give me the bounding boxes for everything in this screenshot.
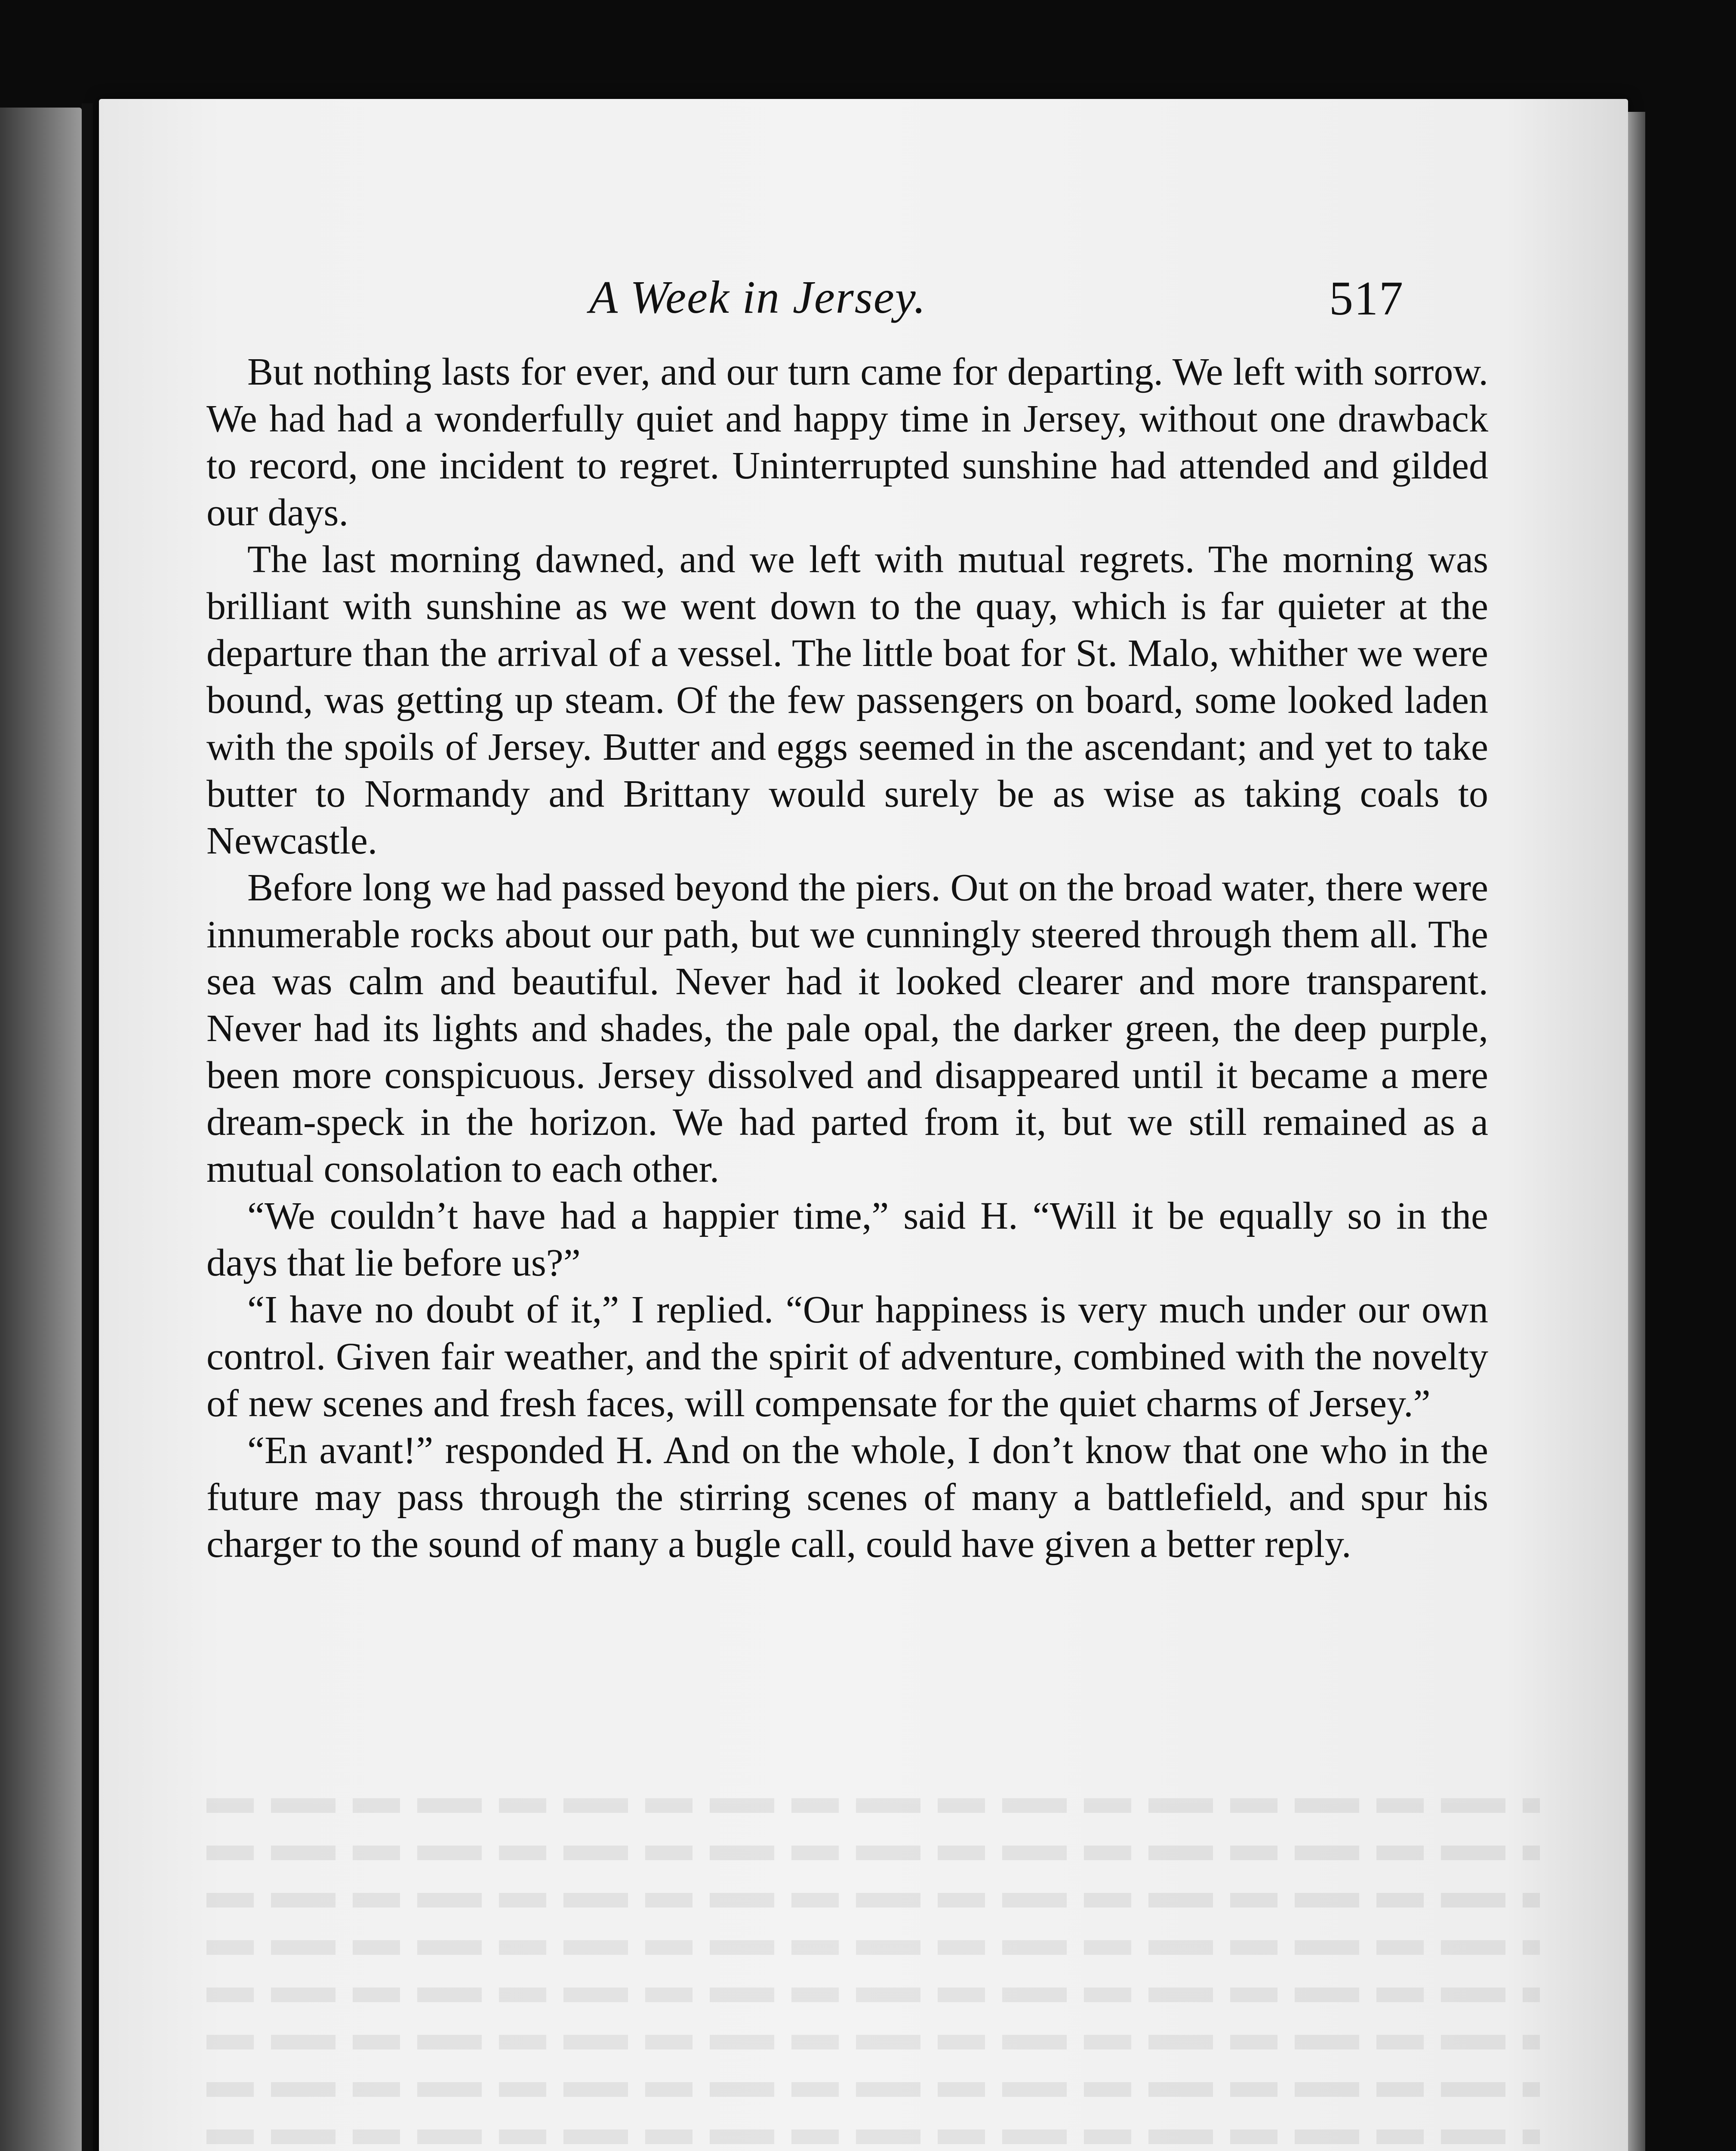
- page-number: 517: [1329, 272, 1404, 325]
- paragraph: “En avant!” responded H. And on the whole, I don’t know that one who in the future may pass through the stirring scenes of many a battlefield, and spur his charger to the sound of many a bugle call, could have given a better reply.: [206, 1429, 1488, 1565]
- paragraph: But nothing lasts for ever, and our turn came for departing. We left with sorrow. We had had a wonderfully quiet and happy time in Jersey, without one drawback to record, one incident to regret. Uninterrupted sunshine had attended and gilded our days.: [206, 351, 1488, 534]
- paragraph: Before long we had passed beyond the piers. Out on the broad water, there were innumerable rocks about our path, but we cunningly steered through them all. The sea was calm and beautiful. Never had it looked clearer and more transparent. Never had its lights and shades, the pale opal, the darker green, the deep purple, been more conspicuous. Jersey dissolved and disappeared until it became a mere dream-speck in the horizon. We had parted from it, but we still remained as a mutual consolation to each other.: [206, 866, 1488, 1190]
- running-title: A Week in Jersey.: [589, 272, 926, 323]
- body-text: [206, 348, 1488, 1568]
- book-page: [99, 99, 1628, 2151]
- book-gutter: [82, 103, 93, 2151]
- reverse-side-show-through: [206, 1798, 1540, 2151]
- paragraph: “We couldn’t have had a happier time,” said H. “Will it be equally so in the days that lie before us?”: [206, 1195, 1488, 1284]
- paragraph: The last morning dawned, and we left with mutual regrets. The morning was brilliant with sunshine as we went down to the quay, which is far quieter at the departure than the arrival of a vessel. The little boat for St. Malo, whither we were bound, was getting up steam. Of the few passengers on board, some looked laden with the spoils of Jersey. Butter and eggs seemed in the ascendant; and yet to take butter to Normandy and Brittany would surely be as wise as taking coals to Newcastle.: [206, 538, 1488, 862]
- page-header: [99, 262, 1628, 331]
- previous-page-edge: [0, 108, 82, 2151]
- paragraph: “I have no doubt of it,” I replied. “Our happiness is very much under our own control. Given fair weather, and the spirit of adventure, combined with the novelty of new scenes and fresh faces, will compensate for the quiet charms of Jersey.”: [206, 1288, 1488, 1425]
- page-right-edge: [1628, 112, 1645, 2151]
